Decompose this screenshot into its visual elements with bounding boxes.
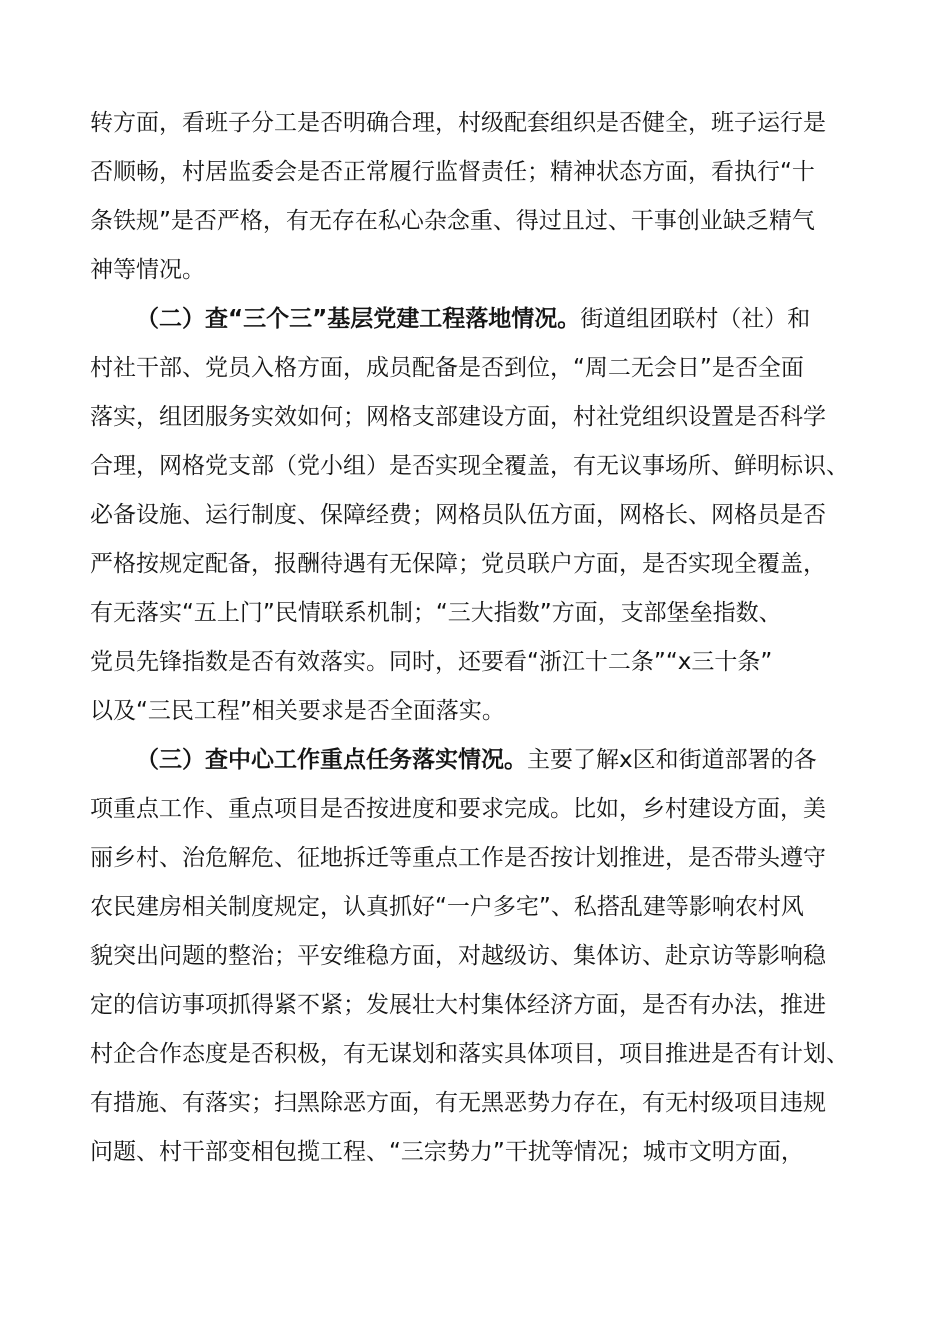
text-line: 否顺畅，村居监委会是否正常履行监督责任；精神状态方面，看执行“十	[90, 159, 815, 185]
text-line: 以及“三民工程”相关要求是否全面落实。	[90, 698, 505, 724]
text-line: 党员先锋指数是否有效落实。同时，还要看“浙江十二条”“x三十条”	[90, 649, 773, 675]
text-line: 农民建房相关制度规定，认真抓好“一户多宅”、私搭乱建等影响农村风	[90, 894, 804, 920]
text-line: 村社干部、党员入格方面，成员配备是否到位，“周二无会日”是否全面	[90, 355, 804, 381]
text-line: 必备设施、运行制度、保障经费；网格员队伍方面，网格长、网格员是否	[90, 502, 826, 528]
paragraph-1	[90, 99, 870, 295]
text-line: 合理，网格党支部（党小组）是否实现全覆盖，有无议事场所、鲜明标识、	[90, 453, 849, 479]
paragraph-3	[90, 736, 870, 1177]
text-run: 主要了解x区和街道部署的各	[527, 747, 817, 773]
section-heading: （三）查中心工作重点任务落实情况。	[136, 747, 527, 773]
text-line: 问题、村干部变相包揽工程、“三宗势力”干扰等情况；城市文明方面，	[90, 1139, 804, 1165]
text-line: 转方面，看班子分工是否明确合理，村级配套组织是否健全，班子运行是	[90, 110, 826, 136]
text-run: 街道组团联村（社）和	[580, 306, 811, 332]
section-heading: （二）查“三个三”基层党建工程落地情况。	[136, 306, 581, 332]
paragraph-first-line	[90, 736, 870, 785]
paragraph-2	[90, 295, 870, 736]
text-line: 貌突出问题的整治；平安维稳方面，对越级访、集体访、赴京访等影响稳	[90, 943, 826, 969]
text-line: 严格按规定配备，报酬待遇有无保障；党员联户方面，是否实现全覆盖，	[90, 551, 826, 577]
text-line: 有无落实“五上门”民情联系机制；“三大指数”方面，支部堡垒指数、	[90, 600, 782, 626]
text-line: 丽乡村、治危解危、征地拆迁等重点工作是否按计划推进，是否带头遵守	[90, 845, 826, 871]
text-line: 有措施、有落实；扫黑除恶方面，有无黑恶势力存在，有无村级项目违规	[90, 1090, 826, 1116]
document-body	[90, 99, 870, 1177]
text-line: 项重点工作、重点项目是否按进度和要求完成。比如，乡村建设方面，美	[90, 796, 826, 822]
text-line: 落实，组团服务实效如何；网格支部建设方面，村社党组织设置是否科学	[90, 404, 826, 430]
paragraph-first-line	[90, 295, 870, 344]
text-line: 神等情况。	[90, 257, 205, 283]
text-line: 定的信访事项抓得紧不紧；发展壮大村集体经济方面，是否有办法，推进	[90, 992, 826, 1018]
text-line: 村企合作态度是否积极，有无谋划和落实具体项目，项目推进是否有计划、	[90, 1041, 849, 1067]
text-line: 条铁规”是否严格，有无存在私心杂念重、得过且过、干事创业缺乏精气	[90, 208, 815, 234]
